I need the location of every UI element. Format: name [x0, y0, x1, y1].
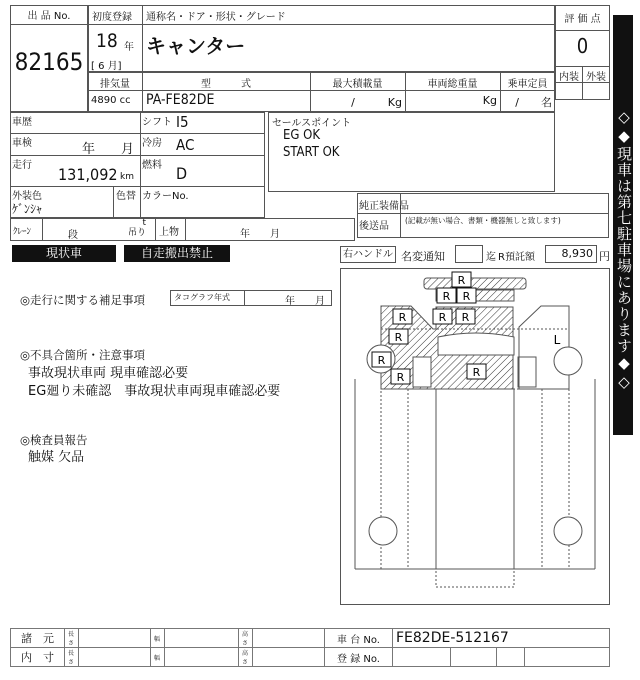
vehicle-name: キャンター — [146, 34, 246, 58]
lot-number: 82165 — [14, 48, 84, 76]
defect-line: EG廻り未確認 事故現状車両現車確認必要 — [28, 384, 281, 399]
capacity: / 名 — [515, 96, 552, 109]
recycle-fee: 8,930 — [545, 245, 597, 263]
lot-number-label: 出 品 No. — [27, 11, 71, 22]
svg-text:R: R — [396, 371, 405, 384]
tachograph-date: 年 月 — [285, 296, 325, 307]
model-label: 型 式 — [201, 79, 251, 90]
chassis-no: FE82DE-512167 — [393, 629, 610, 648]
recycle-fee-label: R預託額 — [498, 252, 535, 263]
sales-point-label: セールスポイント — [272, 118, 352, 129]
svg-text:R: R — [398, 311, 407, 324]
displacement-label: 排気量 — [100, 79, 130, 90]
crane-label: ｸﾚｰﾝ — [13, 227, 32, 237]
inspection-date: 年 月 — [82, 142, 135, 157]
roof-bar — [424, 278, 526, 289]
body-date: 年 月 — [240, 229, 280, 240]
no-self-drive-badge: 自走搬出禁止 — [124, 245, 230, 262]
driving-notes-label: ◎走行に関する補足事項 — [20, 293, 146, 307]
width-label: 幅 — [151, 629, 165, 648]
first-reg-year: 18 — [96, 30, 118, 52]
damage-mark-r — [452, 272, 471, 287]
crane-ton: t 吊り — [128, 218, 147, 238]
score: 0 — [576, 34, 589, 58]
width-label: 幅 — [151, 648, 165, 667]
svg-text:R: R — [438, 311, 447, 324]
model-code: PA-FE82DE — [146, 92, 215, 108]
crane-stage: 段 — [68, 230, 78, 241]
gross-weight-label: 車両総重量 — [427, 79, 478, 90]
year-unit: 年 — [124, 42, 134, 53]
name-label: 通称名・ドア・形状・グレード — [146, 12, 286, 23]
spec-label: 諸 元 — [11, 629, 65, 648]
length-label: 長さ — [65, 648, 79, 667]
parking-location-banner: ◇◆現車は第七駐車場にあります◆◇ — [613, 15, 633, 435]
color-change-label: 色替 — [116, 191, 136, 202]
damage-mark-r — [457, 288, 476, 303]
damage-mark-r — [372, 352, 391, 367]
inspector-report-line: 触媒 欠品 — [28, 450, 85, 465]
inner-dim-label: 内 寸 — [11, 648, 65, 667]
first-reg-month: [ 6 月] — [91, 61, 122, 72]
rear-left-wheel — [369, 517, 397, 545]
max-load-label: 最大積載量 — [332, 79, 383, 90]
until-label: 迄 — [486, 252, 496, 263]
defects-label: ◎不具合箇所・注意事項 — [20, 348, 146, 362]
crane-row — [10, 218, 355, 241]
name-change-label: 名変通知 — [401, 250, 445, 263]
svg-text:R: R — [457, 274, 466, 287]
svg-text:R: R — [394, 331, 403, 344]
interior-label: 内装 — [559, 72, 579, 83]
exterior-label: 外装 — [586, 72, 606, 83]
svg-text:R: R — [377, 354, 386, 367]
body-label: 上物 — [159, 227, 179, 238]
left-side-label: L — [553, 333, 561, 347]
damage-mark-r — [456, 309, 475, 324]
shift: I5 — [176, 113, 189, 131]
mileage-unit: km — [120, 172, 134, 182]
as-is-badge: 現状車 — [12, 245, 116, 262]
first-reg-label: 初度登録 — [92, 12, 132, 23]
damage-mark-r — [393, 309, 412, 324]
name-change-date-box — [455, 245, 483, 263]
later-items-label: 後送品 — [359, 221, 389, 232]
dimensions-table — [10, 628, 610, 667]
defect-line: 事故現状車両 現車確認必要 — [28, 366, 189, 381]
color-no-label: カラーNo. — [142, 191, 189, 202]
table-row — [11, 629, 610, 648]
inspection-label: 車検 — [12, 138, 32, 149]
height-label: 高さ — [239, 648, 253, 667]
ac: AC — [176, 136, 195, 154]
rear-right-wheel — [554, 517, 582, 545]
svg-text:R: R — [442, 290, 451, 303]
registration-no-label: 登 録 No. — [325, 648, 393, 667]
damage-mark-r — [437, 288, 456, 303]
height-label: 高さ — [239, 629, 253, 648]
svg-text:R: R — [462, 290, 471, 303]
yen-label: 円 — [599, 250, 610, 263]
max-load: / Kg — [351, 96, 402, 109]
capacity-label: 乗車定員 — [507, 79, 548, 90]
length-label: 長さ — [65, 629, 79, 648]
fuel: D — [176, 164, 188, 183]
windshield — [438, 333, 514, 355]
score-label: 評 価 点 — [564, 14, 601, 25]
sales-point-line: START OK — [283, 145, 340, 160]
displacement: 4890 cc — [91, 95, 131, 106]
mileage: 131,092 — [58, 165, 118, 184]
damage-mark-r — [389, 329, 408, 344]
history-label: 車歴 — [12, 117, 32, 128]
details-box — [10, 112, 265, 218]
front-right-wheel — [554, 347, 582, 375]
sales-point-line: EG OK — [283, 128, 321, 143]
mileage-label: 走行 — [12, 160, 32, 171]
chassis-no-label: 車 台 No. — [325, 629, 393, 648]
tachograph-label: タコグラフ年式 — [174, 293, 230, 302]
inspector-report-label: ◎検査員報告 — [20, 433, 88, 447]
genuine-equipment-label: 純正装備品 — [359, 201, 409, 212]
fuel-label: 燃料 — [142, 160, 162, 171]
color: ｹﾞﾝｼｬ — [12, 202, 43, 216]
damage-mark-r — [467, 364, 486, 379]
right-hand-drive-label: 右ハンドル — [340, 246, 396, 263]
color-label: 外装色 — [12, 191, 42, 202]
damage-mark-r — [391, 369, 410, 384]
svg-text:R: R — [472, 366, 481, 379]
svg-text:R: R — [461, 311, 470, 324]
truck-diagram — [341, 269, 609, 604]
damage-mark-r — [433, 309, 452, 324]
table-row — [11, 648, 610, 667]
later-items-note: (記載が無い場合、書類・機器無しと致します) — [405, 216, 561, 225]
shift-label: シフト — [142, 117, 172, 128]
damage-diagram — [340, 268, 610, 605]
ac-label: 冷房 — [142, 138, 162, 149]
gross-weight: Kg — [482, 94, 497, 107]
